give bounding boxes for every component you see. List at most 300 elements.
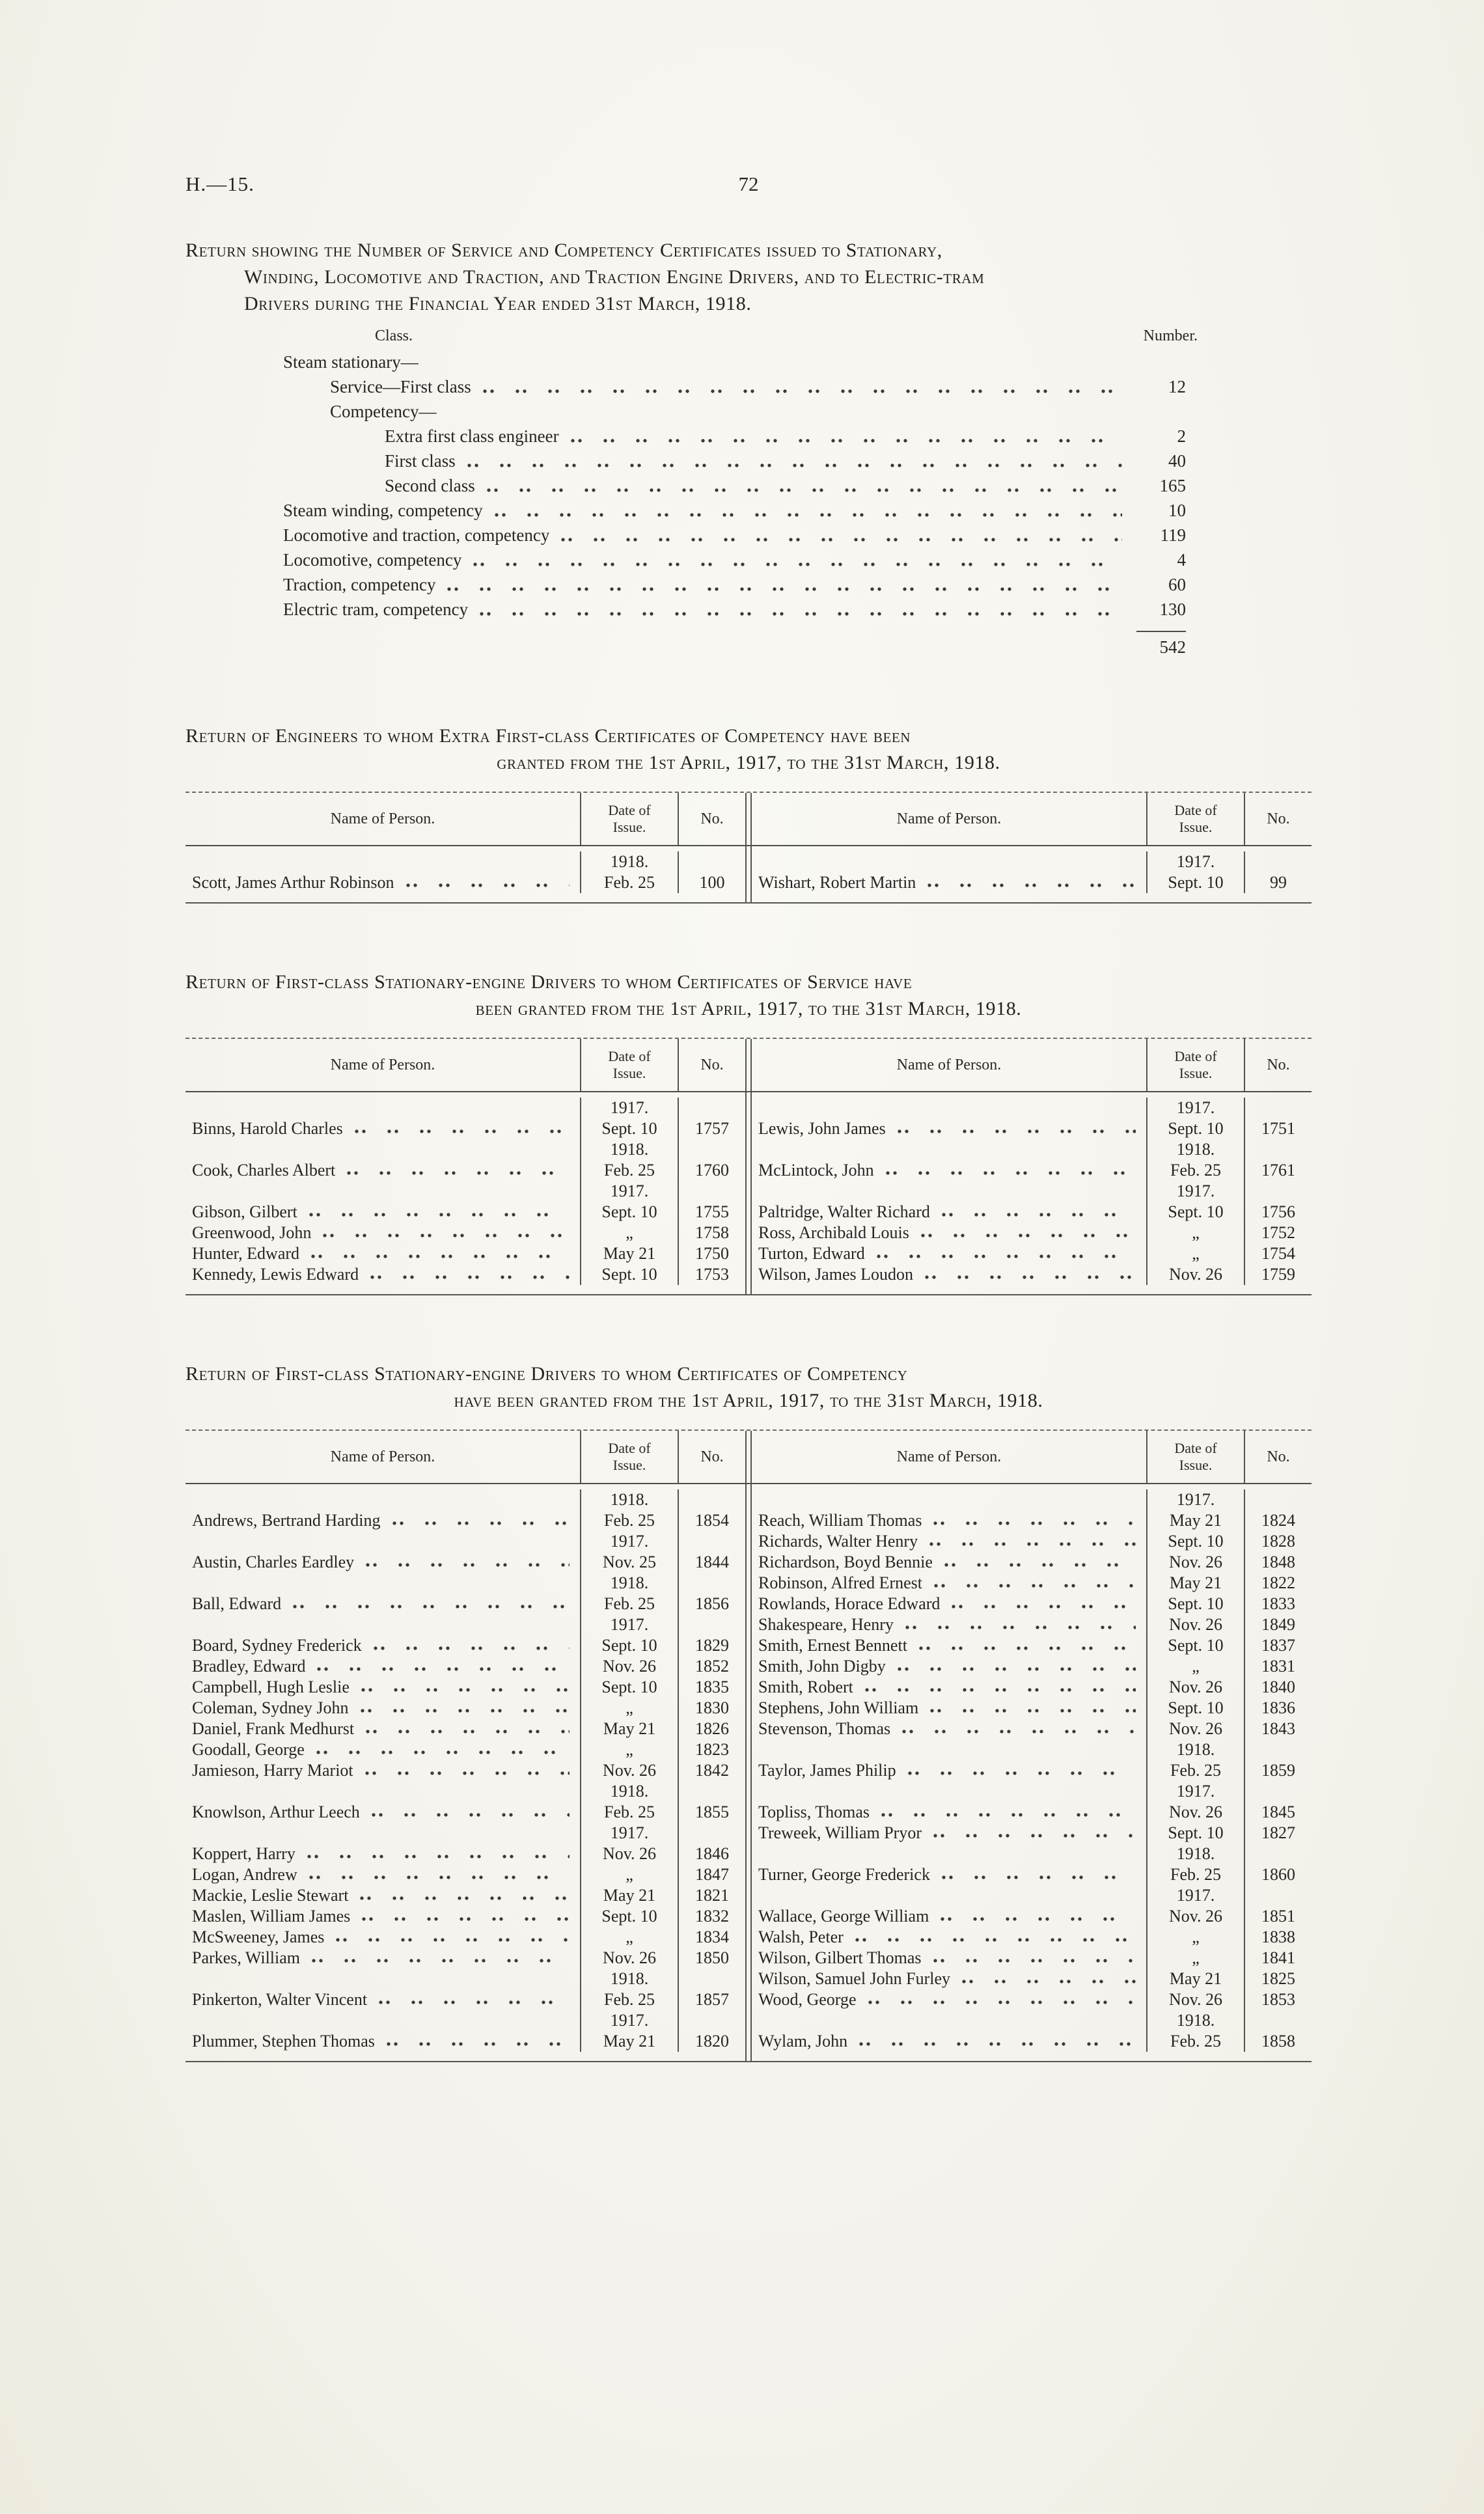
table-row (752, 1844, 1312, 1864)
class-label: Service—First class (330, 377, 471, 396)
person-name: Binns, Harold Charles (192, 1119, 343, 1138)
certificate-number: 1855 (695, 1803, 729, 1821)
date-header-line1: Date of (608, 1048, 651, 1064)
person-name-cell (752, 1906, 1147, 1927)
person-name-cell (186, 1098, 581, 1118)
issue-date: May 21 (581, 1243, 679, 1264)
date-header-line1: Date of (608, 802, 651, 818)
issue-date: Sept. 10 (581, 1264, 679, 1285)
summary-row (283, 498, 1198, 523)
issue-date: 1918. (581, 851, 679, 872)
issue-date: 1917. (581, 1098, 679, 1118)
certificate-number (679, 1968, 745, 1989)
person-name: Hunter, Edward (192, 1244, 300, 1263)
dot-leader (925, 1275, 1136, 1279)
certificate-number: 1826 (695, 1719, 729, 1738)
person-name-cell (752, 1927, 1147, 1948)
double-rule-divider (745, 793, 752, 845)
person-name-cell (752, 1202, 1147, 1222)
date-header-line1: Date of (1174, 1048, 1217, 1064)
table-row (752, 1927, 1312, 1948)
dot-leader (942, 1875, 1136, 1879)
person-name-cell (752, 2031, 1147, 2052)
issue-date: 1917. (1147, 1885, 1245, 1906)
person-name: Smith, Robert (758, 1678, 853, 1696)
person-name-cell (186, 1781, 581, 1802)
table-row (752, 1222, 1312, 1243)
class-label: Electric tram, competency (283, 600, 469, 619)
dot-leader (362, 1917, 570, 1921)
section-title (186, 1361, 1312, 1414)
issue-date: 1917. (1147, 1489, 1245, 1510)
class-label: Competency— (330, 402, 437, 421)
person-name-cell (186, 1739, 581, 1760)
dot-leader (859, 2042, 1136, 2046)
dot-leader (347, 1171, 570, 1175)
issue-date: Sept. 10 (1147, 1118, 1245, 1139)
summary-row (283, 572, 1198, 597)
person-name-cell (186, 1906, 581, 1927)
dot-leader (361, 1688, 570, 1692)
issue-date: „ (581, 1222, 679, 1243)
certificate-number: 1829 (695, 1636, 729, 1655)
issue-date: May 21 (581, 1719, 679, 1739)
table-row (186, 1552, 745, 1573)
table-row (186, 2010, 745, 2031)
double-rule-divider (745, 1039, 752, 1091)
person-name: Lewis, John James (758, 1119, 886, 1138)
competency-certificates-section (186, 1361, 1312, 2062)
issue-date: Sept. 10 (1147, 1594, 1245, 1614)
certificate-number (1245, 1781, 1312, 1802)
table-row (752, 1531, 1312, 1552)
table-row (752, 1739, 1312, 1760)
person-name: Stevenson, Thomas (758, 1719, 891, 1738)
certificate-number: 1832 (695, 1907, 729, 1926)
title-line: Return of First-class Stationary-engine Drivers to whom Certificates of Competency (186, 1363, 908, 1385)
person-name-cell (752, 1573, 1147, 1594)
table-row (752, 1719, 1312, 1739)
table-row (752, 1181, 1312, 1202)
certificate-count: 10 (1168, 501, 1186, 520)
competency-certificates-table (186, 1430, 1312, 2062)
title-line: granted from the 1st April, 1917, to the 31st March, 1918. (497, 752, 1000, 773)
certificate-number (679, 1181, 745, 1202)
name-column-header: Name of Person. (752, 1431, 1147, 1483)
person-name-cell (186, 1531, 581, 1552)
person-name-cell (186, 1760, 581, 1781)
certificate-number (679, 1781, 745, 1802)
person-name: Shakespeare, Henry (758, 1615, 894, 1634)
certificate-count: 40 (1168, 451, 1186, 471)
issue-date: 1917. (1147, 1781, 1245, 1802)
table-row (752, 1864, 1312, 1885)
person-name: Smith, Ernest Bennett (758, 1636, 907, 1655)
date-header-line2: Issue. (1179, 819, 1213, 835)
issue-date: 1918. (581, 1781, 679, 1802)
dot-leader (881, 1813, 1136, 1817)
certificate-number: 1761 (1261, 1161, 1295, 1180)
title-line: Return of First-class Stationary-engine Drivers to whom Certificates of Service have (186, 971, 913, 993)
dot-leader (370, 1275, 570, 1279)
person-name-cell (186, 1160, 581, 1181)
person-name: Jamieson, Harry Mariot (192, 1761, 353, 1780)
issue-date: 1918. (1147, 1844, 1245, 1864)
issue-date: Feb. 25 (1147, 1160, 1245, 1181)
dot-leader (898, 1667, 1136, 1671)
certificate-number: 1849 (1261, 1615, 1295, 1634)
class-label: First class (385, 451, 456, 471)
person-name: Treweek, William Pryor (758, 1823, 922, 1842)
certificate-number: 1823 (695, 1740, 729, 1759)
certificate-number (1245, 1098, 1312, 1118)
certificate-number (1245, 2010, 1312, 2031)
date-column-header (1147, 1039, 1245, 1091)
person-name: Wilson, James Loudon (758, 1265, 913, 1284)
double-rule-divider (745, 1092, 752, 1294)
date-column-header (581, 1039, 679, 1091)
dot-leader (928, 883, 1136, 887)
dot-leader (865, 1688, 1136, 1692)
table-header (186, 1431, 1312, 1484)
table-left-column (186, 846, 745, 902)
person-name: Bradley, Edward (192, 1657, 306, 1676)
person-name: Walsh, Peter (758, 1927, 844, 1946)
person-name: Kennedy, Lewis Edward (192, 1265, 359, 1284)
certificate-number: 1822 (1261, 1573, 1295, 1592)
dot-leader (379, 2000, 570, 2004)
table-row (186, 1531, 745, 1552)
table-right-column (752, 1092, 1312, 1294)
table-row (186, 1656, 745, 1677)
dot-leader (316, 1750, 570, 1754)
person-name-cell (186, 1181, 581, 1202)
person-name: Richards, Walter Henry (758, 1532, 918, 1551)
table-row (752, 1139, 1312, 1160)
date-column-header (581, 793, 679, 845)
certificate-number (679, 851, 745, 872)
person-name-cell (752, 1677, 1147, 1698)
table-row (186, 1781, 745, 1802)
person-name-cell (752, 1139, 1147, 1160)
table-row (752, 851, 1312, 872)
person-name: McSweeney, James (192, 1927, 325, 1946)
summary-row (283, 547, 1198, 572)
table-row (752, 2031, 1312, 2052)
page-header (186, 173, 1312, 201)
certificate-number (679, 1823, 745, 1844)
person-name: Plummer, Stephen Thomas (192, 2032, 375, 2051)
issue-date: 1918. (581, 1489, 679, 1510)
table-row (186, 1139, 745, 1160)
dot-leader (941, 1917, 1136, 1921)
issue-date: „ (581, 1739, 679, 1760)
dot-leader (361, 1709, 570, 1713)
certificate-number (679, 1098, 745, 1118)
dot-leader (933, 1834, 1136, 1838)
table-row (752, 1160, 1312, 1181)
person-name-cell (186, 1719, 581, 1739)
person-name-cell (752, 1989, 1147, 2010)
person-name: Wishart, Robert Martin (758, 873, 916, 892)
certificate-number: 1846 (695, 1844, 729, 1863)
certificate-number (679, 1614, 745, 1635)
dot-leader (406, 883, 570, 887)
issue-date: Sept. 10 (581, 1906, 679, 1927)
person-name-cell (752, 1489, 1147, 1510)
table-row (752, 1635, 1312, 1656)
person-name: Koppert, Harry (192, 1844, 295, 1863)
table-row (186, 1510, 745, 1531)
issue-date: May 21 (581, 1885, 679, 1906)
dot-leader (487, 488, 1122, 492)
table-row (752, 1594, 1312, 1614)
table-row (186, 872, 745, 893)
issue-date: 1918. (1147, 1139, 1245, 1160)
dot-leader (855, 1938, 1136, 1942)
dot-leader (886, 1171, 1136, 1175)
date-column-header (1147, 793, 1245, 845)
dot-leader (372, 1813, 570, 1817)
dot-leader (336, 1938, 570, 1942)
table-row (752, 1989, 1312, 2010)
person-name-cell (186, 1573, 581, 1594)
double-rule-divider (745, 1431, 752, 1483)
issue-date: „ (581, 1927, 679, 1948)
person-name-cell (752, 1181, 1147, 1202)
issue-date: Nov. 26 (1147, 1906, 1245, 1927)
summary-row (283, 424, 1198, 449)
class-label: Extra first class engineer (385, 426, 559, 446)
issue-date: Sept. 10 (1147, 1202, 1245, 1222)
summary-row (283, 374, 1198, 399)
person-name-cell (186, 1927, 581, 1948)
person-name-cell (186, 1552, 581, 1573)
table-row (752, 1677, 1312, 1698)
dot-leader (293, 1605, 570, 1609)
certificate-number: 1835 (695, 1678, 729, 1696)
issue-date: 1918. (581, 1139, 679, 1160)
person-name-cell (186, 1802, 581, 1823)
issue-date: Nov. 26 (581, 1760, 679, 1781)
summary-row (283, 523, 1198, 547)
table-row (186, 1844, 745, 1864)
person-name-cell (186, 1489, 581, 1510)
certificate-number (679, 2010, 745, 2031)
table-row (186, 1823, 745, 1844)
table-row (186, 1489, 745, 1510)
dot-leader (447, 587, 1122, 591)
certificate-number: 1834 (695, 1927, 729, 1946)
name-column-header: Name of Person. (752, 1039, 1147, 1091)
person-name-cell (752, 1635, 1147, 1656)
double-rule-divider (745, 846, 752, 902)
person-name: Ross, Archibald Louis (758, 1223, 909, 1242)
summary-row (283, 473, 1198, 498)
issue-date: 1917. (581, 1823, 679, 1844)
issue-date: 1918. (1147, 2010, 1245, 2031)
table-row (752, 1781, 1312, 1802)
person-name-cell (186, 1656, 581, 1677)
table-row (186, 1739, 745, 1760)
person-name-cell (752, 1118, 1147, 1139)
issue-date: Nov. 26 (581, 1656, 679, 1677)
person-name-cell (186, 1823, 581, 1844)
table-row (186, 1594, 745, 1614)
certificate-number: 1838 (1261, 1927, 1295, 1946)
person-name-cell (752, 2010, 1147, 2031)
person-name-cell (752, 1739, 1147, 1760)
certificate-number: 1758 (695, 1223, 729, 1242)
person-name-cell (752, 1760, 1147, 1781)
date-column-header (581, 1431, 679, 1483)
table-row (186, 1802, 745, 1823)
certificate-number (679, 1489, 745, 1510)
dot-leader (473, 562, 1122, 566)
dot-leader (908, 1771, 1136, 1775)
issue-date: „ (1147, 1222, 1245, 1243)
table-row (186, 1760, 745, 1781)
issue-date: May 21 (1147, 1968, 1245, 1989)
certificate-number: 1760 (695, 1161, 729, 1180)
person-name-cell (752, 1844, 1147, 1864)
person-name-cell (752, 1222, 1147, 1243)
dot-leader (323, 1234, 570, 1237)
certificate-count: 12 (1168, 377, 1186, 396)
certificate-number: 1841 (1261, 1948, 1295, 1967)
table-row (186, 1989, 745, 2010)
certificate-number: 1751 (1261, 1119, 1295, 1138)
person-name-cell (752, 1531, 1147, 1552)
person-name-cell (752, 1510, 1147, 1531)
title-line: been granted from the 1st April, 1917, to the 31st March, 1918. (475, 998, 1022, 1019)
table-row (752, 1510, 1312, 1531)
table-row (752, 1098, 1312, 1118)
person-name-cell (186, 1698, 581, 1719)
person-name-cell (752, 1823, 1147, 1844)
certificate-count: 130 (1159, 600, 1186, 619)
issue-date: Sept. 10 (1147, 1823, 1245, 1844)
certificate-count: 2 (1177, 426, 1186, 446)
person-name: Paltridge, Walter Richard (758, 1202, 930, 1221)
class-label: Locomotive, competency (283, 550, 462, 570)
document-page (186, 0, 1312, 2062)
dot-leader (561, 538, 1122, 542)
table-row (186, 1719, 745, 1739)
class-label: Steam winding, competency (283, 501, 483, 520)
table-header (186, 793, 1312, 846)
person-name-cell (186, 1510, 581, 1531)
summary-title (186, 237, 1312, 317)
date-header-line1: Date of (1174, 802, 1217, 818)
person-name: Rowlands, Horace Edward (758, 1594, 941, 1613)
certificate-number: 1820 (695, 2032, 729, 2051)
issue-date: „ (1147, 1656, 1245, 1677)
title-line: Winding, Locomotive and Traction, and Traction Engine Drivers, and to Electric-tram (244, 266, 985, 288)
certificate-number: 1856 (695, 1594, 729, 1613)
no-column-header: No. (700, 810, 724, 827)
class-label: Second class (385, 476, 475, 495)
certificate-number: 1753 (695, 1265, 729, 1284)
person-name-cell (752, 1243, 1147, 1264)
dot-leader (366, 1563, 570, 1567)
certificate-number: 1831 (1261, 1657, 1295, 1676)
table-row (752, 1885, 1312, 1906)
table-row (186, 1635, 745, 1656)
certificate-count: 119 (1160, 525, 1186, 545)
person-name: Wallace, George William (758, 1907, 929, 1926)
no-column-header: No. (1267, 810, 1290, 827)
table-row (186, 1698, 745, 1719)
table-row (186, 1118, 745, 1139)
issue-date: Sept. 10 (581, 1202, 679, 1222)
dot-leader (898, 1129, 1136, 1133)
summary-block (283, 327, 1198, 657)
person-name-cell (186, 1139, 581, 1160)
summary-row (283, 399, 1198, 424)
person-name-cell (752, 1948, 1147, 1968)
table-row (186, 851, 745, 872)
dot-leader (309, 1875, 570, 1879)
person-name-cell (752, 1698, 1147, 1719)
date-header-line2: Issue. (612, 1457, 646, 1473)
certificate-count: 60 (1168, 575, 1186, 594)
person-name-cell (752, 1098, 1147, 1118)
certificate-number: 100 (699, 873, 725, 892)
title-line: Drivers during the Financial Year ended 31st March, 1918. (244, 293, 752, 314)
dot-leader (902, 1730, 1136, 1734)
person-name-cell (752, 851, 1147, 872)
table-row (186, 1885, 745, 1906)
issue-date: May 21 (1147, 1573, 1245, 1594)
summary-list (283, 350, 1198, 622)
table-body (186, 846, 1312, 902)
dot-leader (877, 1254, 1136, 1258)
table-body (186, 1484, 1312, 2061)
person-name-cell (752, 1160, 1147, 1181)
class-label: Traction, competency (283, 575, 436, 594)
person-name: Parkes, William (192, 1948, 301, 1967)
person-name-cell (186, 1968, 581, 1989)
issue-date: Nov. 26 (1147, 1719, 1245, 1739)
issue-date: Sept. 10 (581, 1635, 679, 1656)
table-row (186, 1927, 745, 1948)
table-row (752, 1202, 1312, 1222)
table-row (752, 1656, 1312, 1677)
person-name-cell (186, 1864, 581, 1885)
certificate-number: 1857 (695, 1990, 729, 2009)
dot-leader (311, 1254, 570, 1258)
total-count: 542 (1159, 637, 1186, 657)
person-name: Board, Sydney Frederick (192, 1636, 362, 1655)
person-name: Daniel, Frank Medhurst (192, 1719, 355, 1738)
certificate-number: 1854 (695, 1511, 729, 1530)
dot-leader (933, 1959, 1136, 1963)
person-name-cell (752, 1781, 1147, 1802)
table-row (186, 2031, 745, 2052)
certificate-number: 1824 (1261, 1511, 1295, 1530)
summary-row (283, 350, 1198, 374)
issue-date: 1918. (1147, 1739, 1245, 1760)
person-name-cell (186, 851, 581, 872)
issue-date: May 21 (1147, 1510, 1245, 1531)
person-name-cell (186, 1243, 581, 1264)
dot-leader (571, 439, 1122, 443)
issue-date: „ (581, 1864, 679, 1885)
certificate-number: 1756 (1261, 1202, 1295, 1221)
summary-columns-header (283, 327, 1198, 348)
certificate-number: 1858 (1261, 2032, 1295, 2051)
